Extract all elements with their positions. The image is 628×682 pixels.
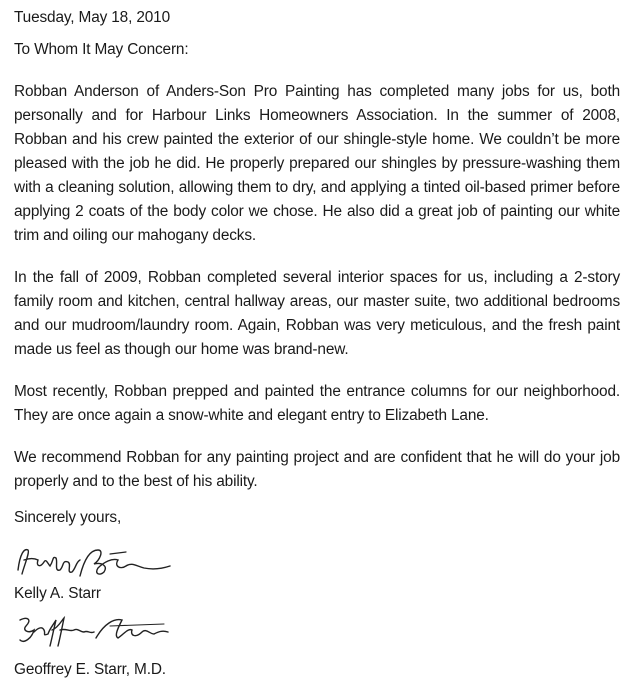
paragraph-1: Robban Anderson of Anders-Son Pro Painting has completed many jobs for us, both personally and for Harbour Links Homeowners Association. In the summer of 2008, Robban and his crew painted the exterior of our shingle-style home. We couldn’t be more pleased with the job he did. He properly prepared our shingles by pressure-washing them with a cleaning solution, allowing them to dry, and applying a tinted oil-based primer before applying 2 coats of the body color we chose. He also did a great job of painting our white trim and oiling our mahogany decks. [14,83,620,244]
signer-name-kelly: Kelly A. Starr [14,585,101,602]
signature-kelly [14,540,620,582]
handwritten-signature-geoffrey [14,610,174,650]
letter [14,6,620,682]
salutation: To Whom It May Concern: [14,41,189,58]
paragraph-2: In the fall of 2009, Robban completed several interior spaces for us, including a 2-story family room and kitchen, central hallway areas, our master suite, two additional bedrooms and our mudroom/laundry room. Again, Robban was very meticulous, and the fresh paint made us feel as though our home was brand-new. [14,269,620,358]
closing: Sincerely yours, [14,509,122,526]
handwritten-signature-kelly [14,540,174,582]
paragraph-3: Most recently, Robban prepped and painted the entrance columns for our neighborhood. They are once again a snow-white and elegant entry to Elizabeth Lane. [14,383,620,424]
signature-geoffrey [14,610,620,650]
signer-name-geoffrey: Geoffrey E. Starr, M.D. [14,661,166,678]
paragraph-4: We recommend Robban for any painting project and are confident that he will do your job properly and to the best of his ability. [14,449,620,490]
letter-date: Tuesday, May 18, 2010 [14,9,170,26]
